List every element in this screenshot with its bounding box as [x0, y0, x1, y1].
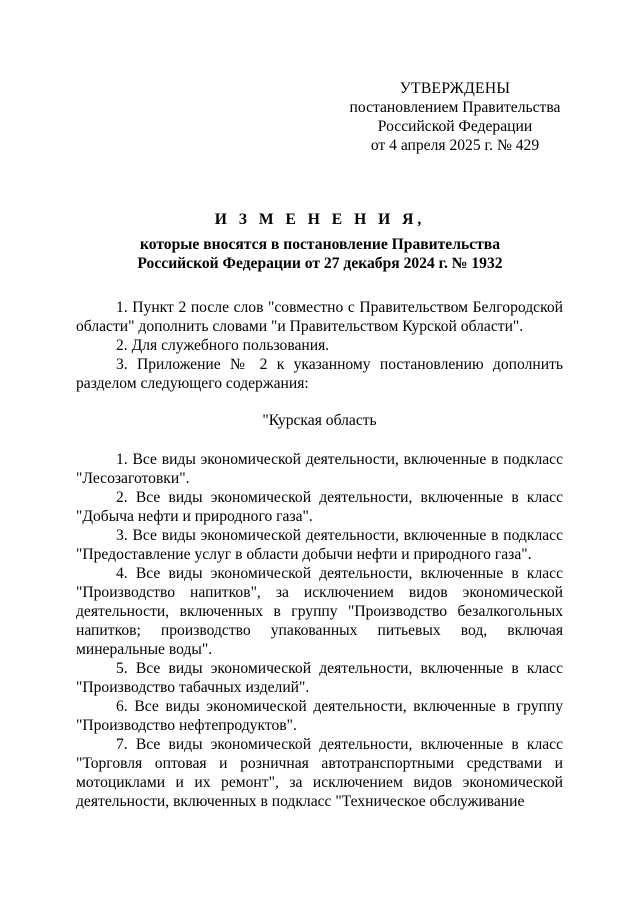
section-item-4: 4. Все виды экономической деятельности, включенные в класс "Производство напитков", за исключением видов экономической деятельности, включенных в группу "Производство безалкогольных напитков; производство упакованных питьевых вод, включая минеральные воды".	[76, 565, 563, 658]
section-item-5: 5. Все виды экономической деятельности, включенные в класс "Производство табачных изделий".	[76, 660, 563, 696]
section-item-3: 3. Все виды экономической деятельности, включенные в подкласс "Предоставление услуг в области добычи нефти и природного газа".	[76, 527, 563, 563]
approval-line-3: от 4 апреля 2025 г. № 429	[370, 137, 540, 154]
subtitle-line-2: Российской Федерации от 27 декабря 2024 г. № 1932	[137, 255, 503, 272]
section-item-1: 1. Все виды экономической деятельности, включенные в подкласс "Лесозаготовки".	[76, 451, 563, 487]
item-2: 2. Для служебного пользования.	[116, 337, 330, 354]
item-1: 1. Пункт 2 после слов "совместно с Правительством Белгородской области" дополнить словами "и Правительством Курской области".	[76, 299, 563, 335]
approval-line-2: Российской Федерации	[377, 118, 533, 135]
section-heading: "Курская область	[262, 412, 377, 429]
approval-stamp	[345, 79, 565, 155]
section-item-7: 7. Все виды экономической деятельности, включенные в класс "Торговля оптовая и розничная автотранспортными средствами и мотоциклами и их ремонт", за исключением видов экономической деятельности, включенных в подкласс "Техническое обслуживание	[76, 736, 563, 810]
item-3: 3. Приложение № 2 к указанному постановлению дополнить разделом следующего содержания:	[76, 356, 563, 392]
approval-line-1: постановлением Правительства	[349, 99, 561, 116]
document-body	[76, 298, 563, 811]
section-item-6: 6. Все виды экономической деятельности, включенные в группу "Производство нефтепродуктов".	[76, 698, 563, 734]
section-item-2: 2. Все виды экономической деятельности, включенные в класс "Добыча нефти и природного газа".	[76, 489, 563, 525]
document-subtitle	[0, 235, 640, 273]
approval-heading: УТВЕРЖДЕНЫ	[399, 80, 511, 97]
subtitle-line-1: которые вносятся в постановление Правительства	[139, 236, 501, 253]
document-title: И З М Е Н Е Н И Я,	[214, 211, 426, 228]
